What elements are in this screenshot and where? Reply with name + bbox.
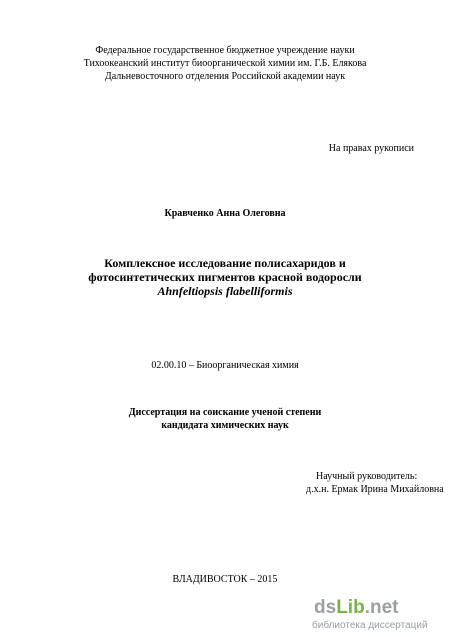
supervisor-label: Научный руководитель: xyxy=(316,471,418,482)
degree-line-2: кандидата химических наук xyxy=(161,420,289,431)
dslib-subtitle: библиотека диссертаций xyxy=(312,620,428,631)
institution-header xyxy=(0,44,450,83)
institution-line-3: Дальневосточного отделения Российской академии наук xyxy=(104,71,346,82)
manuscript-rights-note: На правах рукописи xyxy=(328,143,414,154)
logo-part-lib: Lib xyxy=(336,597,365,618)
city-year: ВЛАДИВОСТОК – 2015 xyxy=(172,574,278,585)
supervisor-block xyxy=(306,470,444,496)
institution-line-2: Тихоокеанский институт биоорганической химии им. Г.Б. Елякова xyxy=(83,58,367,69)
degree-statement xyxy=(0,406,450,432)
dslib-watermark[interactable] xyxy=(306,597,444,633)
dslib-logo xyxy=(314,597,398,619)
logo-part-net: .net xyxy=(364,597,399,618)
author-name: Кравченко Анна Олеговна xyxy=(164,208,286,219)
institution-line-1: Федеральное государственное бюджетное учреждение науки xyxy=(95,45,355,56)
title-species: Ahnfeltiopsis flabelliformis xyxy=(157,284,293,298)
title-line-2: фотосинтетических пигментов красной водоросли xyxy=(88,270,362,284)
specialty-code: 02.00.10 – Биоорганическая химия xyxy=(151,360,299,371)
supervisor-name: д.х.н. Ермак Ирина Михайловна xyxy=(306,484,444,495)
logo-part-ds: ds xyxy=(314,597,337,618)
title-line-1: Комплексное исследование полисахаридов и xyxy=(104,256,346,270)
degree-line-1: Диссертация на соискание ученой степени xyxy=(128,407,322,418)
dissertation-title xyxy=(0,256,450,298)
